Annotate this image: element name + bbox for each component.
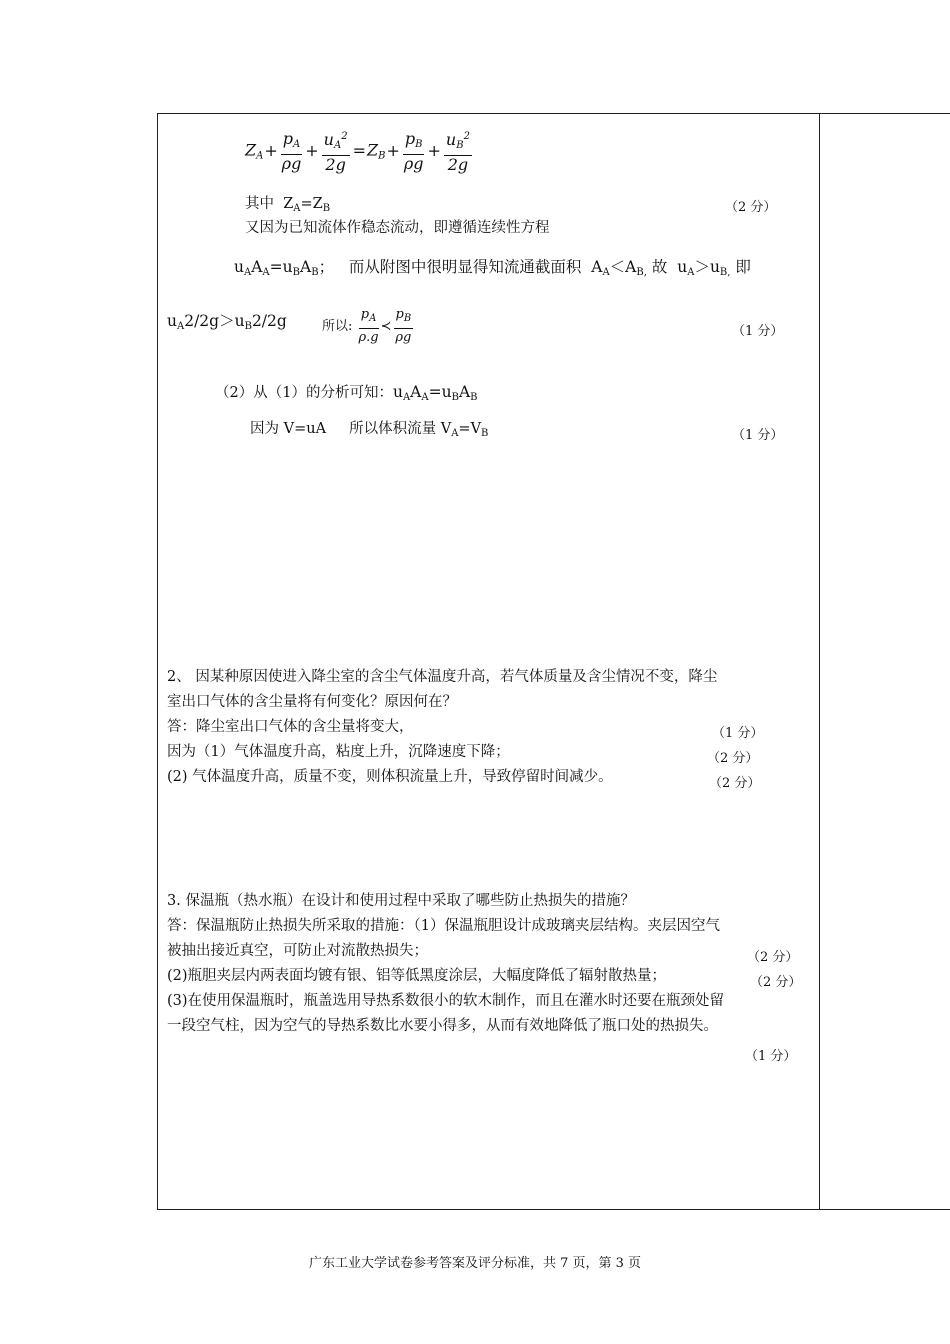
score-velocity: （1 分）: [732, 324, 784, 339]
score-where: （2 分）: [725, 200, 777, 215]
q3-score4: （2 分）: [750, 975, 802, 990]
page-footer: 广东工业大学试卷参考答案及评分标准，共 7 页，第 3 页: [308, 1256, 642, 1271]
q2-score4: （2 分）: [707, 751, 759, 766]
q3-line4: (2)瓶胆夹层内两表面均镀有银、铝等低黑度涂层，大幅度降低了辐射散热量；: [167, 968, 667, 984]
q2-line5: (2) 气体温度升高，质量不变，则体积流量上升，导致停留时间减少。: [167, 769, 613, 785]
continuity-text: 又因为已知流体作稳态流动，即遵循连续性方程: [245, 220, 550, 236]
q3-line5: (3)在使用保温瓶时，瓶盖选用导热系数很小的软木制作，而且在灌水时还要在瓶颈处留: [167, 993, 725, 1009]
q3-line6: 一段空气柱，因为空气的导热系数比水要小得多，从而有效地降低了瓶口处的热损失。: [167, 1018, 718, 1034]
q2-line2: 室出口气体的含尘量将有何变化？原因何在？: [167, 694, 457, 710]
score-part2: （1 分）: [732, 428, 784, 443]
q3-line1: 3. 保温瓶（热水瓶）在设计和使用过程中采取了哪些防止热损失的措施？: [167, 893, 635, 909]
q3-score6: （1 分）: [745, 1049, 797, 1064]
q2-line1: 2、 因某种原因使进入降尘室的含尘气体温度升高，若气体质量及含尘情况不变，降尘: [167, 669, 718, 685]
continuity-line: $u_AA_A=u_BA_B$； 而从附图中很明显得知流通截面积 $A_A<A_{B,}$ 故 $u_A>u_{B,}$ 即: [234, 258, 751, 278]
velocity-line: $u_A2/2g>u_B2/2g$: [167, 312, 287, 332]
so-fraction: 所以: $\frac{p_A}{\rho.g}$ ≺ $\frac{p_B}{\rho g}$: [322, 307, 412, 345]
because-line: 因为 V=uA 所以体积流量 $V_A=V_B$: [250, 421, 489, 439]
table-top-border: [157, 113, 950, 114]
table-bottom-border: [157, 1209, 950, 1210]
q2-score5: （2 分）: [709, 776, 761, 791]
bernoulli-equation: $Z_A+$ $\frac{p_A}{\rho g}$ + $\frac{u_A^2}{2g}$ $=Z_B+$ $\frac{p_B}{\rho g}$ + $\frac{u_B^2}{2g}$: [245, 128, 470, 174]
q2-line4: 因为（1）气体温度升高，粘度上升，沉降速度下降；: [167, 744, 510, 760]
q2-score3: （1 分）: [712, 726, 764, 741]
part2-line: （2）从（1）的分析可知：$u_AA_A=u_BA_B$: [215, 383, 478, 403]
table-left-border: [157, 113, 158, 1210]
q3-line2: 答：保温瓶防止热损失所采取的措施：（1）保温瓶胆设计成玻璃夹层结构。夹层因空气: [167, 918, 720, 934]
where-line: 其中 $Z_A=Z_B$: [245, 196, 331, 214]
q3-score3: （2 分）: [747, 950, 799, 965]
table-right-border: [819, 113, 820, 1210]
q2-line3: 答：降尘室出口气体的含尘量将变大，: [167, 719, 414, 735]
q3-line3: 被抽出接近真空，可防止对流散热损失；: [167, 943, 428, 959]
